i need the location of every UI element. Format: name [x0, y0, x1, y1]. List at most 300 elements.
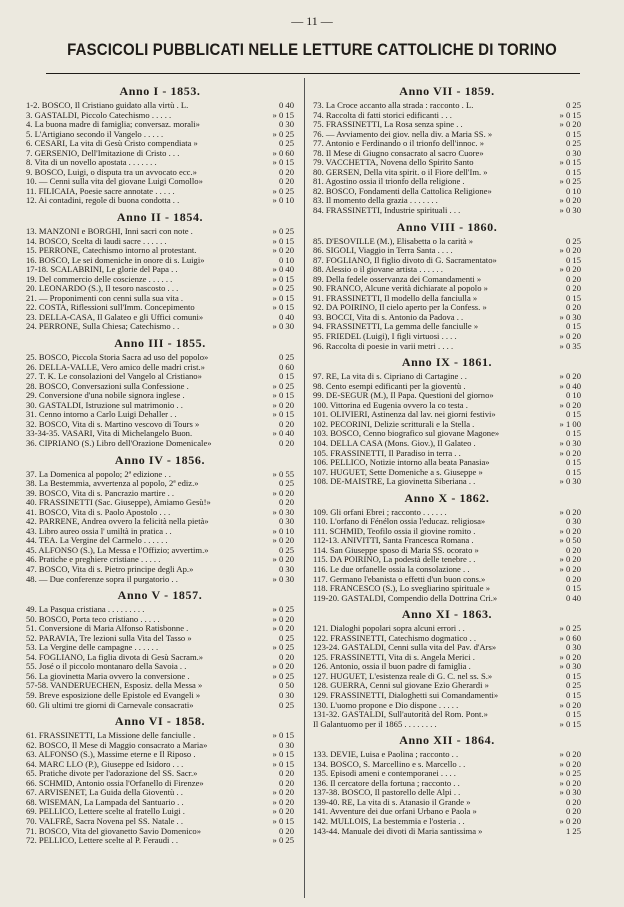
catalog-entry — [26, 382, 294, 392]
entry-title: 6. CESARI, La vita di Gesù Cristo compendiata » — [26, 139, 198, 149]
catalog-entry — [26, 101, 294, 111]
entry-price: » 0 25 — [272, 604, 294, 615]
catalog-entry — [313, 256, 581, 266]
entry-price: 0 40 — [278, 311, 294, 322]
entry-price: 0 30 — [278, 119, 294, 130]
catalog-entry — [313, 827, 581, 837]
catalog-entry — [26, 643, 294, 653]
catalog-entry — [26, 624, 294, 634]
entry-price: » 0 20 — [559, 699, 581, 710]
entry-title: 77. Antonio e Ferdinando o il trionfo dell'innoc. » — [313, 139, 485, 149]
catalog-entry — [313, 527, 581, 537]
entry-title: 71. BOSCO, Vita del giovanetto Savio Domenico» — [26, 826, 202, 836]
catalog-entry — [26, 120, 294, 130]
entry-price: » 0 40 — [272, 264, 294, 275]
entry-title: 50. BOSCO, Porta teco cristiano . . . . . — [26, 614, 160, 624]
catalog-entry — [313, 575, 581, 585]
catalog-entry — [313, 477, 581, 487]
catalog-entry — [26, 196, 294, 206]
catalog-entry — [26, 691, 294, 701]
catalog-entry — [313, 555, 581, 565]
catalog-entry — [26, 265, 294, 275]
entry-title: 59. Breve esposizione delle Epistole ed Evangeli » — [26, 690, 201, 700]
catalog-entry — [313, 275, 581, 285]
entry-title: 44. TEA. La Vergine del Carmelo . . . . . . — [26, 536, 168, 546]
catalog-entry — [313, 196, 581, 206]
year-heading: Anno IX - 1861. — [401, 355, 493, 370]
entry-price: 0 20 — [565, 273, 581, 284]
entry-price: » 0 25 — [272, 185, 294, 196]
entry-price: » 0 15 — [272, 816, 294, 826]
catalog-entry — [26, 401, 294, 411]
catalog-entry — [26, 817, 294, 827]
catalog-entry — [313, 382, 581, 392]
entry-price: 0 20 — [278, 497, 294, 508]
entry-title: 12. Ai contadini, regole di buona condotta . . — [26, 196, 180, 206]
entry-price: 0 30 — [278, 739, 294, 750]
catalog-entry — [313, 294, 581, 304]
entry-price: 0 60 — [278, 361, 294, 372]
entry-price: 0 25 — [278, 138, 294, 149]
catalog-entry — [26, 391, 294, 401]
entry-title: 96. Raccolta di poesie in varii metri . . . . — [313, 341, 454, 351]
catalog-entry — [313, 643, 581, 653]
entry-title: 90. FRANCO, Alcune verità dichiarate al popolo » — [313, 284, 488, 294]
entry-title: 20. LEONARDO (S.), Il tesoro nascosto . . . — [26, 284, 179, 294]
entry-price: » 0 30 — [272, 506, 294, 517]
entry-price: » 0 15 — [272, 302, 294, 313]
catalog-entry — [313, 120, 581, 130]
entry-price: » 0 30 — [559, 661, 581, 672]
catalog-entry — [313, 594, 581, 604]
entry-title: 119-20. GASTALDI, Compendio della Dottrina Cri.» — [313, 593, 498, 603]
catalog-entry — [26, 575, 294, 585]
entry-title: 49. La Pasqua cristiana . . . . . . . . . — [26, 605, 145, 615]
entry-title: 53. La Vergine delle campagne . . . . . . — [26, 643, 159, 653]
catalog-entry — [26, 681, 294, 691]
year-heading: Anno VIII - 1860. — [396, 219, 498, 234]
entry-title: 74. Raccolta di fatti storici edificanti . . . — [313, 110, 452, 120]
catalog-entry — [26, 313, 294, 323]
entry-price: 0 15 — [565, 292, 581, 303]
entry-price: » 0 15 — [272, 109, 294, 120]
right-column — [313, 80, 581, 836]
year-heading: Anno III - 1855. — [114, 336, 206, 351]
entry-title: 91. FRASSINETTI, Il modello della fanciulla » — [313, 293, 478, 303]
entry-price: » 0 30 — [559, 311, 581, 322]
catalog-entry — [313, 139, 581, 149]
entry-title: 66. SCHMID, Antonio ossia l'Orfanello di Firenze» — [26, 778, 204, 788]
entry-title: 11. FILICAIA, Poesie sacre annotate . . . . . — [26, 186, 175, 196]
entry-price: 0 15 — [565, 128, 581, 139]
catalog-entry — [313, 410, 581, 420]
catalog-entry — [313, 817, 581, 827]
entry-price: » 0 20 — [559, 749, 581, 760]
entry-title: 15. PERRONE, Catechismo intorno al protestant. — [26, 246, 197, 256]
entry-title: 99. DE-SEGUR (M.), Il Papa. Questioni del giorno» — [313, 391, 494, 401]
entry-title: 17-18. SCALABRINI, Le glorie del Papa . . — [26, 265, 178, 275]
catalog-entry — [313, 662, 581, 672]
entry-title: 37. La Domenica al popolo; 2ª edizione . . — [26, 469, 171, 479]
catalog-entry — [26, 372, 294, 382]
entry-price: » 0 25 — [272, 226, 294, 237]
catalog-entry — [313, 187, 581, 197]
entry-title: 97. RE, La vita di s. Cipriano di Cartagine . . — [313, 372, 467, 382]
entry-title: 8. Vita di un novello apostata . . . . . . . — [26, 158, 157, 168]
catalog-entry — [26, 565, 294, 575]
entry-price: » 0 15 — [272, 749, 294, 760]
entry-title: 63. ALFONSO (S.), Massime eterne e Il Riposo . — [26, 750, 196, 760]
entry-price: » 0 60 — [559, 632, 581, 643]
entry-price: 0 15 — [565, 409, 581, 420]
entry-price: » 0 20 — [272, 787, 294, 798]
catalog-entry — [313, 634, 581, 644]
entry-price: » 0 20 — [272, 796, 294, 807]
catalog-entry — [313, 332, 581, 342]
catalog-entry — [313, 750, 581, 760]
catalog-entry — [313, 508, 581, 518]
catalog-entry — [26, 508, 294, 518]
catalog-entry — [313, 342, 581, 352]
entry-title: 117. Germano l'ebanista o effetti d'un buon cons.» — [313, 574, 486, 584]
catalog-entry — [26, 111, 294, 121]
entry-title: 105. FRASSINETTI, Il Paradiso in terra . . — [313, 448, 461, 458]
catalog-entry — [26, 227, 294, 237]
catalog-entry — [313, 237, 581, 247]
catalog-entry — [26, 527, 294, 537]
catalog-entry — [26, 275, 294, 285]
entry-title: 13. MANZONI e BORGHI, Inni sacri con note . — [26, 227, 193, 237]
entry-title: 107. HUGUET, Sette Domeniche a s. Giuseppe » — [313, 467, 483, 477]
entry-price: » 0 20 — [559, 264, 581, 275]
entry-title: 54. FOGLIANO, La figlia divota di Gesù Sacram.» — [26, 652, 204, 662]
entry-title: 141. Avventure dei due orfani Urbano e Paola » — [313, 807, 477, 817]
entry-title: 106. PELLICO, Notizie intorno alla beata Panasia» — [313, 458, 490, 468]
catalog-entry — [313, 372, 581, 382]
entry-price: » 0 20 — [272, 554, 294, 565]
entry-title: 56. La giovinetta Maria ovvero la conversione . — [26, 671, 190, 681]
entry-price: 0 25 — [278, 544, 294, 555]
entry-price: » 0 20 — [272, 806, 294, 817]
entry-title: 80. GERSEN, Della vita spirit. o il Fiore dell'Im. » — [313, 167, 488, 177]
catalog-entry — [26, 168, 294, 178]
catalog-entry — [26, 363, 294, 373]
entry-title: 30. GASTALDI, Istruzione sul matrimonio . . — [26, 400, 183, 410]
entry-title: 22. COSTA, Riflessioni sull'Imm. Concepimento — [26, 303, 195, 313]
entry-title: 133. DEVIE, Luisa e Paolina ; racconto . . — [313, 750, 459, 760]
year-heading: Anno V - 1857. — [117, 588, 203, 603]
catalog-entry — [26, 662, 294, 672]
entry-title: 36. CIPRIANO (S.) Libro dell'Orazione Domenicale» — [26, 438, 212, 448]
entry-price: » 0 20 — [559, 195, 581, 206]
entry-title: 126. Antonio, ossia il buon padre di famiglia . — [313, 662, 471, 672]
entry-title: 29. Conversione d'una nobile signora inglese . — [26, 391, 185, 401]
entry-price: » 0 20 — [559, 371, 581, 382]
entry-price: 0 15 — [565, 689, 581, 700]
entry-price: 0 40 — [565, 592, 581, 603]
entry-title: 88. Alessio o il giovane artista . . . . . . — [313, 265, 443, 275]
entry-price: » 0 15 — [272, 292, 294, 303]
entry-title: 134. BOSCO, S. Marcellino e s. Marcello . . — [313, 759, 466, 769]
entry-title: 69. PELLICO, Lettere scelte al fratello Luigi . — [26, 807, 185, 817]
entry-title: 102. PECORINI, Delizie scritturali e la Stella . — [313, 419, 475, 429]
entry-price: 0 25 — [278, 352, 294, 363]
entry-price: » 0 40 — [272, 428, 294, 439]
entry-title: 103. BOSCO, Cenno biografico sul giovane Magone» — [313, 429, 500, 439]
year-heading: Anno II - 1854. — [116, 210, 204, 225]
entry-title: 32. BOSCO, Vita di s. Martino vescovo di Tours » — [26, 419, 200, 429]
entry-title: 57-58. VANDERUECHEN, Esposiz. della Messa » — [26, 681, 203, 691]
catalog-entry — [313, 769, 581, 779]
entry-price: » 0 25 — [272, 670, 294, 681]
catalog-entry — [313, 584, 581, 594]
catalog-entry — [26, 605, 294, 615]
catalog-entry — [26, 429, 294, 439]
entry-title: 25. BOSCO, Piccola Storia Sacra ad uso del popolo» — [26, 353, 209, 363]
year-heading: Anno VII - 1859. — [399, 84, 495, 98]
catalog-entry — [313, 206, 581, 216]
entry-price: 0 30 — [278, 689, 294, 700]
entry-price: 0 25 — [278, 699, 294, 710]
entry-title: 110. L'orfano di Fénélon ossia l'educaz. religiosa» — [313, 517, 486, 527]
entry-price: » 0 25 — [272, 283, 294, 294]
catalog-entry — [313, 653, 581, 663]
entry-title: 65. Pratiche divote per l'adorazione del SS. Sacr.» — [26, 769, 198, 779]
catalog-entry — [313, 798, 581, 808]
entry-title: 81. Agostino ossia il trionfo della religione . — [313, 177, 465, 187]
entry-title: 73. La Croce accanto alla strada : racconto . L. — [313, 101, 474, 110]
catalog-entry — [313, 807, 581, 817]
entry-price: 0 30 — [565, 516, 581, 527]
catalog-entry — [26, 246, 294, 256]
catalog-entry — [26, 294, 294, 304]
year-heading: Anno X - 1862. — [404, 490, 490, 505]
entry-price: 0 30 — [278, 563, 294, 574]
entry-price: 0 20 — [278, 418, 294, 429]
entry-price: » 0 55 — [272, 468, 294, 479]
catalog-entry — [26, 769, 294, 779]
entry-price: » 0 20 — [272, 535, 294, 546]
catalog-entry — [313, 536, 581, 546]
entry-title: 33-34-35. VASARI, Vita di Michelangelo Buon. — [26, 429, 193, 439]
entry-price: 0 30 — [278, 516, 294, 527]
catalog-entry — [26, 439, 294, 449]
entry-price: 0 25 — [565, 100, 581, 110]
catalog-entry — [26, 284, 294, 294]
catalog-entry — [26, 760, 294, 770]
entry-title: 45. ALFONSO (S.), La Messa e l'Offizio; avvertim.» — [26, 545, 209, 555]
entry-title: 48. — Due conferenze sopra il purgatorio . . — [26, 574, 178, 584]
entry-title: 52. PARAVIA, Tre lezioni sulla Vita del Tasso » — [26, 633, 192, 643]
entry-title: 122. FRASSINETTI, Catechismo dogmatico . . — [313, 633, 477, 643]
catalog-entry — [26, 788, 294, 798]
entry-price: » 0 20 — [272, 661, 294, 672]
entry-title: 85. D'ESOVILLE (M.), Elisabetta o la carità » — [313, 236, 474, 246]
entry-price: » 0 20 — [559, 506, 581, 517]
catalog-entry — [313, 391, 581, 401]
entry-title: 78. Il Mese di Giugno consacrato al sacro Cuore» — [313, 148, 484, 158]
entry-price: 0 50 — [278, 680, 294, 691]
catalog-entry — [26, 410, 294, 420]
entry-price: » 0 25 — [559, 768, 581, 779]
entry-title: 5. L'Artigiano secondo il Vangelo . . . . . — [26, 129, 164, 139]
catalog-entry — [313, 322, 581, 332]
catalog-entry — [313, 313, 581, 323]
catalog-title: FASCICOLI PUBBLICATI NELLE LETTURE CATTOLICHE DI TORINO — [67, 40, 557, 59]
entry-price: 0 15 — [565, 457, 581, 468]
catalog-entry — [313, 111, 581, 121]
catalog-entry — [26, 750, 294, 760]
catalog-entry — [26, 615, 294, 625]
catalog-entry — [26, 536, 294, 546]
entry-title: 79. VACCHETTA, Novena dello Spirito Santo — [313, 158, 474, 168]
catalog-entry — [313, 420, 581, 430]
entry-price: 0 25 — [278, 478, 294, 489]
entry-price: 0 15 — [565, 166, 581, 177]
catalog-entry — [26, 353, 294, 363]
entry-price: » 0 40 — [559, 380, 581, 391]
entry-price: » 0 20 — [559, 777, 581, 788]
catalog-entry — [313, 449, 581, 459]
catalog-entry — [313, 701, 581, 711]
entry-price: » 0 15 — [272, 235, 294, 246]
entry-price: 0 20 — [278, 651, 294, 662]
entry-price: » 0 15 — [272, 390, 294, 401]
entry-price: » 0 20 — [559, 816, 581, 826]
entry-price: » 0 15 — [272, 409, 294, 420]
entry-price: 0 25 — [565, 138, 581, 149]
entry-price: » 0 60 — [272, 147, 294, 158]
catalog-entry — [26, 149, 294, 159]
catalog-entry — [26, 187, 294, 197]
entry-title: 38. La Bestemmia, avvertenza al popolo, 2ª ediz.» — [26, 479, 199, 489]
entry-title: 60. Gli ultimi tre giorni di Carnevale consacrati» — [26, 700, 194, 710]
entry-title: 26. DELLA-VALLE, Vero amico delle madri crist.» — [26, 362, 205, 372]
catalog-entry — [26, 672, 294, 682]
entry-price: 0 25 — [565, 235, 581, 246]
entry-title: 14. BOSCO, Scelta di laudi sacre . . . . . . — [26, 236, 167, 246]
year-heading: Anno XI - 1863. — [401, 607, 493, 622]
entry-title: 89. Della fedele osservanza dei Comandamenti » — [313, 274, 482, 284]
entry-price: 0 15 — [565, 321, 581, 332]
entry-title: 61. FRASSINETTI, La Missione delle fanciulle . — [26, 731, 196, 741]
entry-title: 135. Episodi ameni e contemporanei . . . . — [313, 769, 456, 779]
catalog-entry — [26, 420, 294, 430]
entry-price: » 0 25 — [272, 642, 294, 653]
catalog-entry — [26, 517, 294, 527]
entry-price: » 0 20 — [559, 554, 581, 565]
entry-price: » 0 15 — [272, 157, 294, 168]
entry-title: 41. BOSCO, Vita di s. Paolo Apostolo . . . — [26, 507, 171, 517]
catalog-entry — [26, 322, 294, 332]
catalog-entry — [26, 303, 294, 313]
entry-price: 0 15 — [565, 254, 581, 265]
entry-title: 42. PARRENE, Andrea ovvero la felicità nella pietà» — [26, 517, 209, 527]
entry-title: 51. Conversione di Maria Alfonso Ratisbonne . — [26, 624, 189, 634]
entry-title: 64. MARC LLO (P.), Giuseppe ed Isidoro . . . — [26, 759, 184, 769]
entry-title: 108. DE-MAISTRE, La giovinetta Siberiana . . — [313, 477, 476, 487]
catalog-entry — [26, 546, 294, 556]
entry-price: » 0 20 — [559, 245, 581, 256]
catalog-entry — [26, 489, 294, 499]
entry-price: » 0 30 — [272, 321, 294, 332]
catalog-entry — [313, 130, 581, 140]
year-heading: Anno XII - 1864. — [399, 733, 495, 748]
entry-price: 0 25 — [565, 680, 581, 691]
entry-title: 112-13. ANIVITTI, Santa Francesca Romana . — [313, 536, 474, 546]
catalog-entry — [26, 807, 294, 817]
entry-price: 0 20 — [565, 806, 581, 817]
entry-title: 118. FRANCESCO (S.), Lo svegliarino spirituale » — [313, 584, 491, 594]
entry-title: 116. Le due orfanelle ossia la consolazione . . — [313, 564, 470, 574]
entry-price: » 0 15 — [559, 109, 581, 120]
catalog-entry — [26, 130, 294, 140]
catalog-entry — [313, 691, 581, 701]
entry-price: 0 20 — [565, 796, 581, 807]
title-rule — [46, 73, 580, 74]
entry-price: » 0 30 — [559, 205, 581, 216]
entry-title: 43. Libro aureo ossia l' umiltà in pratica . . — [26, 526, 172, 536]
entry-title: 123-24. GASTALDI, Cenni sulla vita del Pav. d'Ars» — [313, 643, 497, 653]
catalog-entry — [313, 779, 581, 789]
entry-title: 100. Vittorina ed Eugenia ovvero la co testa . — [313, 400, 468, 410]
entry-title: 127. HUGUET, L'esistenza reale di G. C. nel ss. S.» — [313, 671, 493, 681]
entry-title: 70. VALFRÈ, Sacra Novena pel SS. Natale . . — [26, 817, 183, 826]
entry-price: » 0 15 — [272, 758, 294, 769]
entry-price: 0 20 — [565, 283, 581, 294]
entry-title: 75. FRASSINETTI, La Rosa senza spine . . — [313, 120, 463, 130]
entry-price: » 0 30 — [559, 476, 581, 487]
entry-title: 92. DA POIRINO, Il cielo aperto per la Confess. » — [313, 303, 487, 313]
catalog-entry — [26, 836, 294, 846]
entry-title: 87. FOGLIANO, Il figlio divoto di G. Sacramentato» — [313, 255, 497, 265]
entry-title: 104. DELLA CASA (Mons. Giov.), Il Galateo . — [313, 438, 476, 448]
catalog-entry — [26, 498, 294, 508]
entry-title: 94. FRASSINETTI, La gemma delle fanciulle » — [313, 322, 479, 332]
catalog-entry — [313, 401, 581, 411]
catalog-entry — [313, 710, 581, 720]
entry-price: » 0 25 — [559, 623, 581, 634]
entry-price: 0 30 — [565, 642, 581, 653]
catalog-entry — [313, 624, 581, 634]
catalog-entry — [26, 470, 294, 480]
catalog-entry — [313, 546, 581, 556]
entry-title: 95. FRIEDEL (Luigi), I figli virtuosi . . . . — [313, 332, 457, 342]
entry-title: 83. Il momento della grazia . . . . . . . — [313, 196, 438, 206]
entry-title: 31. Cenno intorno a Carlo Luigi Dehaller . . — [26, 410, 177, 420]
catalog-entry — [313, 303, 581, 313]
entry-price: » 0 15 — [272, 273, 294, 284]
entry-title: Il Galantuomo per il 1865 . . . . . . . . — [313, 719, 437, 729]
catalog-entry — [313, 681, 581, 691]
entry-title: 86. SIGOLI, Viaggio in Terra Santa . . . . — [313, 246, 453, 256]
entry-price: » 0 20 — [272, 487, 294, 498]
entry-price: 0 15 — [565, 466, 581, 477]
left-column — [26, 80, 294, 846]
entry-title: 109. Gli orfani Ebrei ; racconto . . . . . . — [313, 507, 447, 517]
entry-price: » 0 20 — [559, 563, 581, 574]
entry-price: » 0 35 — [559, 340, 581, 351]
entry-title: 9. BOSCO, Luigi, o disputa tra un avvocato ecc.» — [26, 167, 197, 177]
catalog-entry — [26, 555, 294, 565]
entry-price: 0 15 — [565, 670, 581, 681]
entry-price: » 0 25 — [272, 128, 294, 139]
entry-price: 0 20 — [278, 825, 294, 836]
page-number: — 11 — — [291, 14, 333, 28]
entry-title: 98. Cento esempi edificanti per la gioventù . — [313, 381, 466, 391]
entry-price: 0 10 — [565, 185, 581, 196]
entry-title: 19. Del commercio delle coscienze . . . . . . — [26, 274, 173, 284]
